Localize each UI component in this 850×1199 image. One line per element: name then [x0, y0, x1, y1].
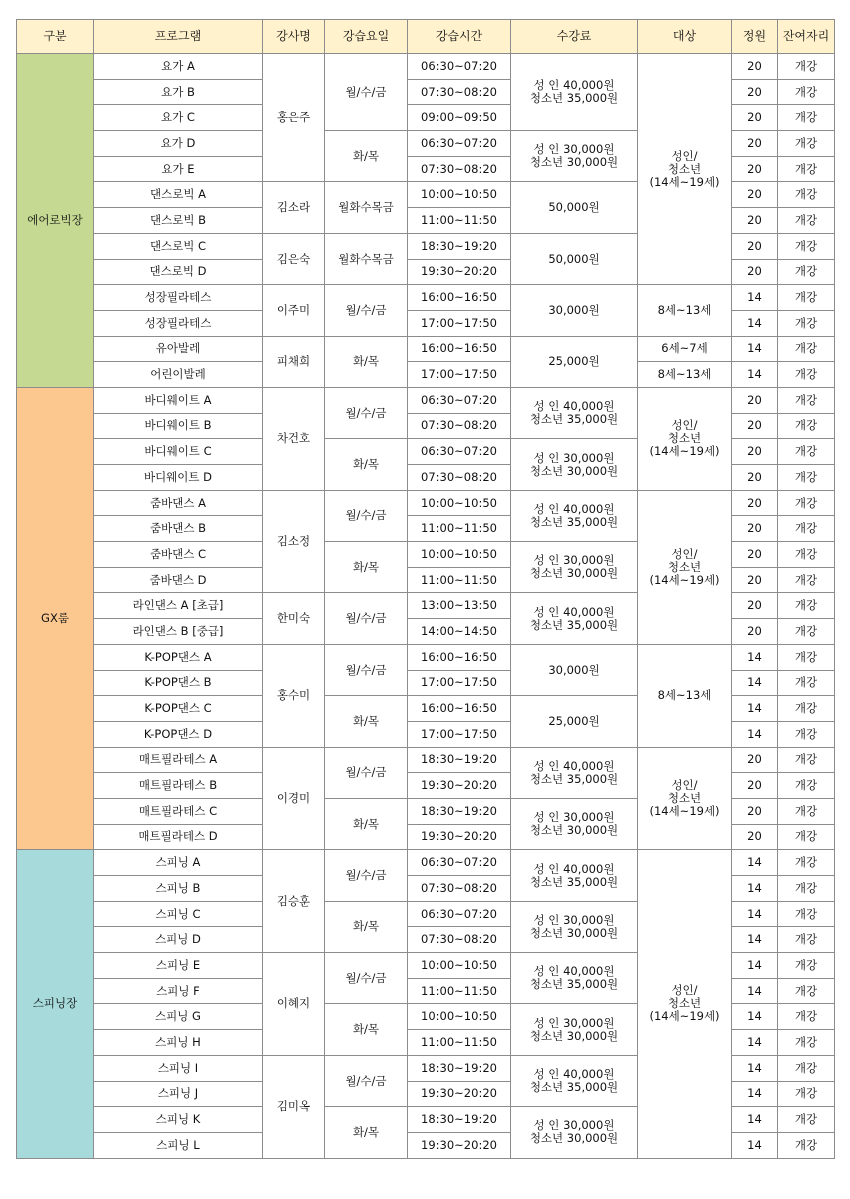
target: 6세~7세: [638, 336, 732, 362]
capacity: 14: [732, 927, 778, 953]
fee: 성 인 30,000원 청소년 30,000원: [511, 798, 638, 849]
status: 개강: [778, 1081, 835, 1107]
table-row: [17, 336, 835, 362]
fee: 50,000원: [511, 233, 638, 284]
class-time: 07:30~08:20: [408, 79, 511, 105]
category-gx: GX룸: [17, 387, 94, 849]
capacity: 20: [732, 182, 778, 208]
status: 개강: [778, 259, 835, 285]
program-name: 요가 A: [94, 54, 263, 80]
fee: 성 인 40,000원 청소년 35,000원: [511, 490, 638, 541]
capacity: 20: [732, 54, 778, 80]
capacity: 14: [732, 696, 778, 722]
capacity: 14: [732, 850, 778, 876]
table-row: [17, 490, 835, 516]
header-time: 강습시간: [408, 20, 511, 54]
capacity: 14: [732, 670, 778, 696]
capacity: 20: [732, 490, 778, 516]
table-row: [17, 54, 835, 80]
class-time: 11:00~11:50: [408, 567, 511, 593]
class-time: 18:30~19:20: [408, 798, 511, 824]
status: 개강: [778, 747, 835, 773]
status: 개강: [778, 619, 835, 645]
program-name: 줌바댄스 A: [94, 490, 263, 516]
capacity: 20: [732, 105, 778, 131]
status: 개강: [778, 542, 835, 568]
class-days: 월/수/금: [325, 1055, 408, 1106]
header-remaining: 잔여자리: [778, 20, 835, 54]
class-days: 월/수/금: [325, 953, 408, 1004]
class-days: 화/목: [325, 336, 408, 387]
class-days: 화/목: [325, 798, 408, 849]
capacity: 14: [732, 721, 778, 747]
capacity: 20: [732, 413, 778, 439]
fee: 30,000원: [511, 285, 638, 336]
capacity: 14: [732, 336, 778, 362]
program-name: 어린이발레: [94, 362, 263, 388]
status: 개강: [778, 387, 835, 413]
class-time: 19:30~20:20: [408, 1081, 511, 1107]
instructor: 김미옥: [263, 1055, 325, 1158]
instructor: 김소라: [263, 182, 325, 233]
status: 개강: [778, 927, 835, 953]
target: 8세~13세: [638, 362, 732, 388]
class-days: 월화수목금: [325, 233, 408, 284]
program-name: 요가 B: [94, 79, 263, 105]
class-days: 화/목: [325, 439, 408, 490]
fee: 성 인 30,000원 청소년 30,000원: [511, 1004, 638, 1055]
status: 개강: [778, 798, 835, 824]
program-name: 스피닝 J: [94, 1081, 263, 1107]
class-time: 19:30~20:20: [408, 1132, 511, 1158]
class-time: 06:30~07:20: [408, 131, 511, 157]
program-name: 성장필라테스: [94, 310, 263, 336]
class-time: 06:30~07:20: [408, 387, 511, 413]
program-name: 스피닝 A: [94, 850, 263, 876]
class-time: 11:00~11:50: [408, 516, 511, 542]
capacity: 14: [732, 953, 778, 979]
class-time: 06:30~07:20: [408, 439, 511, 465]
class-time: 19:30~20:20: [408, 824, 511, 850]
fee: 성 인 40,000원 청소년 35,000원: [511, 850, 638, 901]
status: 개강: [778, 1107, 835, 1133]
class-time: 19:30~20:20: [408, 773, 511, 799]
class-time: 07:30~08:20: [408, 465, 511, 491]
program-name: 스피닝 B: [94, 876, 263, 902]
fee: 성 인 40,000원 청소년 35,000원: [511, 1055, 638, 1106]
status: 개강: [778, 131, 835, 157]
class-time: 10:00~10:50: [408, 182, 511, 208]
fee: 성 인 30,000원 청소년 30,000원: [511, 901, 638, 952]
table-row: [17, 285, 835, 311]
status: 개강: [778, 696, 835, 722]
fee: 30,000원: [511, 644, 638, 695]
fee: 25,000원: [511, 336, 638, 387]
program-name: 댄스로빅 C: [94, 233, 263, 259]
status: 개강: [778, 824, 835, 850]
status: 개강: [778, 233, 835, 259]
program-name: K-POP댄스 C: [94, 696, 263, 722]
program-name: 라인댄스 B [중급]: [94, 619, 263, 645]
program-name: 매트필라테스 C: [94, 798, 263, 824]
fee: 성 인 40,000원 청소년 35,000원: [511, 54, 638, 131]
program-name: 유아발레: [94, 336, 263, 362]
class-days: 월/수/금: [325, 850, 408, 901]
capacity: 20: [732, 593, 778, 619]
status: 개강: [778, 1132, 835, 1158]
target: 성인/ 청소년 (14세~19세): [638, 490, 732, 644]
status: 개강: [778, 644, 835, 670]
capacity: 14: [732, 1004, 778, 1030]
status: 개강: [778, 105, 835, 131]
capacity: 14: [732, 876, 778, 902]
class-time: 06:30~07:20: [408, 850, 511, 876]
class-time: 07:30~08:20: [408, 413, 511, 439]
capacity: 14: [732, 1132, 778, 1158]
status: 개강: [778, 1004, 835, 1030]
class-days: 월/수/금: [325, 747, 408, 798]
fee: 성 인 40,000원 청소년 35,000원: [511, 953, 638, 1004]
capacity: 20: [732, 798, 778, 824]
target: 성인/ 청소년 (14세~19세): [638, 54, 732, 285]
capacity: 14: [732, 285, 778, 311]
capacity: 20: [732, 619, 778, 645]
table-row: [17, 644, 835, 670]
program-name: 스피닝 I: [94, 1055, 263, 1081]
capacity: 20: [732, 567, 778, 593]
class-time: 13:00~13:50: [408, 593, 511, 619]
capacity: 20: [732, 259, 778, 285]
class-days: 월/수/금: [325, 387, 408, 438]
program-name: 스피닝 F: [94, 978, 263, 1004]
program-name: 스피닝 E: [94, 953, 263, 979]
instructor: 피채희: [263, 336, 325, 387]
category-spinning: 스피닝장: [17, 850, 94, 1158]
program-name: 매트필라테스 D: [94, 824, 263, 850]
capacity: 14: [732, 901, 778, 927]
class-time: 17:00~17:50: [408, 362, 511, 388]
status: 개강: [778, 54, 835, 80]
status: 개강: [778, 567, 835, 593]
class-time: 16:00~16:50: [408, 285, 511, 311]
header-target: 대상: [638, 20, 732, 54]
program-name: 라인댄스 A [초급]: [94, 593, 263, 619]
class-days: 월/수/금: [325, 490, 408, 541]
class-time: 07:30~08:20: [408, 927, 511, 953]
table-row: [17, 362, 835, 388]
program-name: 줌바댄스 D: [94, 567, 263, 593]
status: 개강: [778, 490, 835, 516]
class-time: 19:30~20:20: [408, 259, 511, 285]
fee: 성 인 40,000원 청소년 35,000원: [511, 593, 638, 644]
status: 개강: [778, 516, 835, 542]
program-name: 바디웨이트 C: [94, 439, 263, 465]
program-name: 스피닝 K: [94, 1107, 263, 1133]
capacity: 14: [732, 1081, 778, 1107]
table-row: [17, 747, 835, 773]
class-time: 06:30~07:20: [408, 54, 511, 80]
capacity: 14: [732, 644, 778, 670]
class-time: 11:00~11:50: [408, 208, 511, 234]
target: 성인/ 청소년 (14세~19세): [638, 747, 732, 850]
status: 개강: [778, 876, 835, 902]
class-days: 화/목: [325, 696, 408, 747]
status: 개강: [778, 413, 835, 439]
class-days: 화/목: [325, 131, 408, 182]
class-schedule-table: [16, 19, 835, 1159]
program-name: 성장필라테스: [94, 285, 263, 311]
class-days: 월/수/금: [325, 54, 408, 131]
header-category: 구분: [17, 20, 94, 54]
capacity: 14: [732, 362, 778, 388]
capacity: 20: [732, 439, 778, 465]
program-name: 댄스로빅 B: [94, 208, 263, 234]
fee: 성 인 40,000원 청소년 35,000원: [511, 747, 638, 798]
class-time: 11:00~11:50: [408, 978, 511, 1004]
instructor: 이주미: [263, 285, 325, 336]
class-time: 07:30~08:20: [408, 156, 511, 182]
capacity: 14: [732, 310, 778, 336]
capacity: 20: [732, 516, 778, 542]
status: 개강: [778, 901, 835, 927]
program-name: 요가 E: [94, 156, 263, 182]
program-name: 줌바댄스 B: [94, 516, 263, 542]
class-days: 월/수/금: [325, 285, 408, 336]
capacity: 20: [732, 773, 778, 799]
program-name: 바디웨이트 B: [94, 413, 263, 439]
class-time: 14:00~14:50: [408, 619, 511, 645]
instructor: 홍수미: [263, 644, 325, 747]
instructor: 차건호: [263, 387, 325, 490]
instructor: 한미숙: [263, 593, 325, 644]
program-name: 바디웨이트 D: [94, 465, 263, 491]
table-row: [17, 850, 835, 876]
capacity: 20: [732, 131, 778, 157]
class-time: 10:00~10:50: [408, 1004, 511, 1030]
capacity: 20: [732, 465, 778, 491]
capacity: 14: [732, 1030, 778, 1056]
target: 성인/ 청소년 (14세~19세): [638, 387, 732, 490]
instructor: 이혜지: [263, 953, 325, 1056]
status: 개강: [778, 773, 835, 799]
status: 개강: [778, 978, 835, 1004]
status: 개강: [778, 593, 835, 619]
capacity: 20: [732, 824, 778, 850]
fee: 성 인 40,000원 청소년 35,000원: [511, 387, 638, 438]
class-time: 10:00~10:50: [408, 542, 511, 568]
program-name: 댄스로빅 D: [94, 259, 263, 285]
header-days: 강습요일: [325, 20, 408, 54]
capacity: 20: [732, 233, 778, 259]
program-name: 바디웨이트 A: [94, 387, 263, 413]
class-time: 16:00~16:50: [408, 696, 511, 722]
status: 개강: [778, 285, 835, 311]
target: 성인/ 청소년 (14세~19세): [638, 850, 732, 1158]
instructor: 이경미: [263, 747, 325, 850]
status: 개강: [778, 336, 835, 362]
capacity: 20: [732, 542, 778, 568]
program-name: 댄스로빅 A: [94, 182, 263, 208]
program-name: 스피닝 L: [94, 1132, 263, 1158]
status: 개강: [778, 850, 835, 876]
program-name: 요가 C: [94, 105, 263, 131]
capacity: 14: [732, 1107, 778, 1133]
instructor: 홍은주: [263, 54, 325, 182]
class-time: 06:30~07:20: [408, 901, 511, 927]
class-days: 월/수/금: [325, 644, 408, 695]
fee: 성 인 30,000원 청소년 30,000원: [511, 131, 638, 182]
class-time: 18:30~19:20: [408, 1107, 511, 1133]
status: 개강: [778, 156, 835, 182]
header-capacity: 정원: [732, 20, 778, 54]
program-name: 스피닝 C: [94, 901, 263, 927]
status: 개강: [778, 465, 835, 491]
target: 8세~13세: [638, 644, 732, 747]
class-time: 16:00~16:50: [408, 644, 511, 670]
program-name: 매트필라테스 A: [94, 747, 263, 773]
class-days: 월/수/금: [325, 593, 408, 644]
instructor: 김소정: [263, 490, 325, 593]
instructor: 김은숙: [263, 233, 325, 284]
fee: 성 인 30,000원 청소년 30,000원: [511, 542, 638, 593]
class-time: 16:00~16:50: [408, 336, 511, 362]
class-time: 09:00~09:50: [408, 105, 511, 131]
status: 개강: [778, 953, 835, 979]
capacity: 20: [732, 747, 778, 773]
header-program: 프로그램: [94, 20, 263, 54]
program-name: 줌바댄스 C: [94, 542, 263, 568]
header-row: [17, 20, 835, 54]
capacity: 20: [732, 387, 778, 413]
category-aerobic: 에어로빅장: [17, 54, 94, 388]
fee: 성 인 30,000원 청소년 30,000원: [511, 439, 638, 490]
status: 개강: [778, 310, 835, 336]
status: 개강: [778, 182, 835, 208]
class-time: 07:30~08:20: [408, 876, 511, 902]
class-time: 18:30~19:20: [408, 747, 511, 773]
status: 개강: [778, 721, 835, 747]
status: 개강: [778, 79, 835, 105]
capacity: 20: [732, 156, 778, 182]
program-name: K-POP댄스 B: [94, 670, 263, 696]
target: 8세~13세: [638, 285, 732, 336]
status: 개강: [778, 1030, 835, 1056]
table-row: [17, 387, 835, 413]
header-instructor: 강사명: [263, 20, 325, 54]
fee: 50,000원: [511, 182, 638, 233]
class-time: 11:00~11:50: [408, 1030, 511, 1056]
status: 개강: [778, 439, 835, 465]
instructor: 김승훈: [263, 850, 325, 953]
status: 개강: [778, 208, 835, 234]
program-name: 스피닝 D: [94, 927, 263, 953]
class-time: 10:00~10:50: [408, 490, 511, 516]
class-time: 18:30~19:20: [408, 233, 511, 259]
fee: 25,000원: [511, 696, 638, 747]
header-fee: 수강료: [511, 20, 638, 54]
class-time: 10:00~10:50: [408, 953, 511, 979]
status: 개강: [778, 1055, 835, 1081]
program-name: K-POP댄스 A: [94, 644, 263, 670]
class-time: 17:00~17:50: [408, 721, 511, 747]
class-days: 월화수목금: [325, 182, 408, 233]
capacity: 14: [732, 978, 778, 1004]
class-time: 17:00~17:50: [408, 670, 511, 696]
capacity: 14: [732, 1055, 778, 1081]
class-days: 화/목: [325, 1107, 408, 1158]
program-name: 스피닝 H: [94, 1030, 263, 1056]
program-name: K-POP댄스 D: [94, 721, 263, 747]
program-name: 매트필라테스 B: [94, 773, 263, 799]
status: 개강: [778, 362, 835, 388]
capacity: 20: [732, 79, 778, 105]
class-days: 화/목: [325, 901, 408, 952]
program-name: 요가 D: [94, 131, 263, 157]
class-days: 화/목: [325, 542, 408, 593]
fee: 성 인 30,000원 청소년 30,000원: [511, 1107, 638, 1158]
class-time: 18:30~19:20: [408, 1055, 511, 1081]
program-name: 스피닝 G: [94, 1004, 263, 1030]
status: 개강: [778, 670, 835, 696]
class-days: 화/목: [325, 1004, 408, 1055]
class-time: 17:00~17:50: [408, 310, 511, 336]
capacity: 20: [732, 208, 778, 234]
